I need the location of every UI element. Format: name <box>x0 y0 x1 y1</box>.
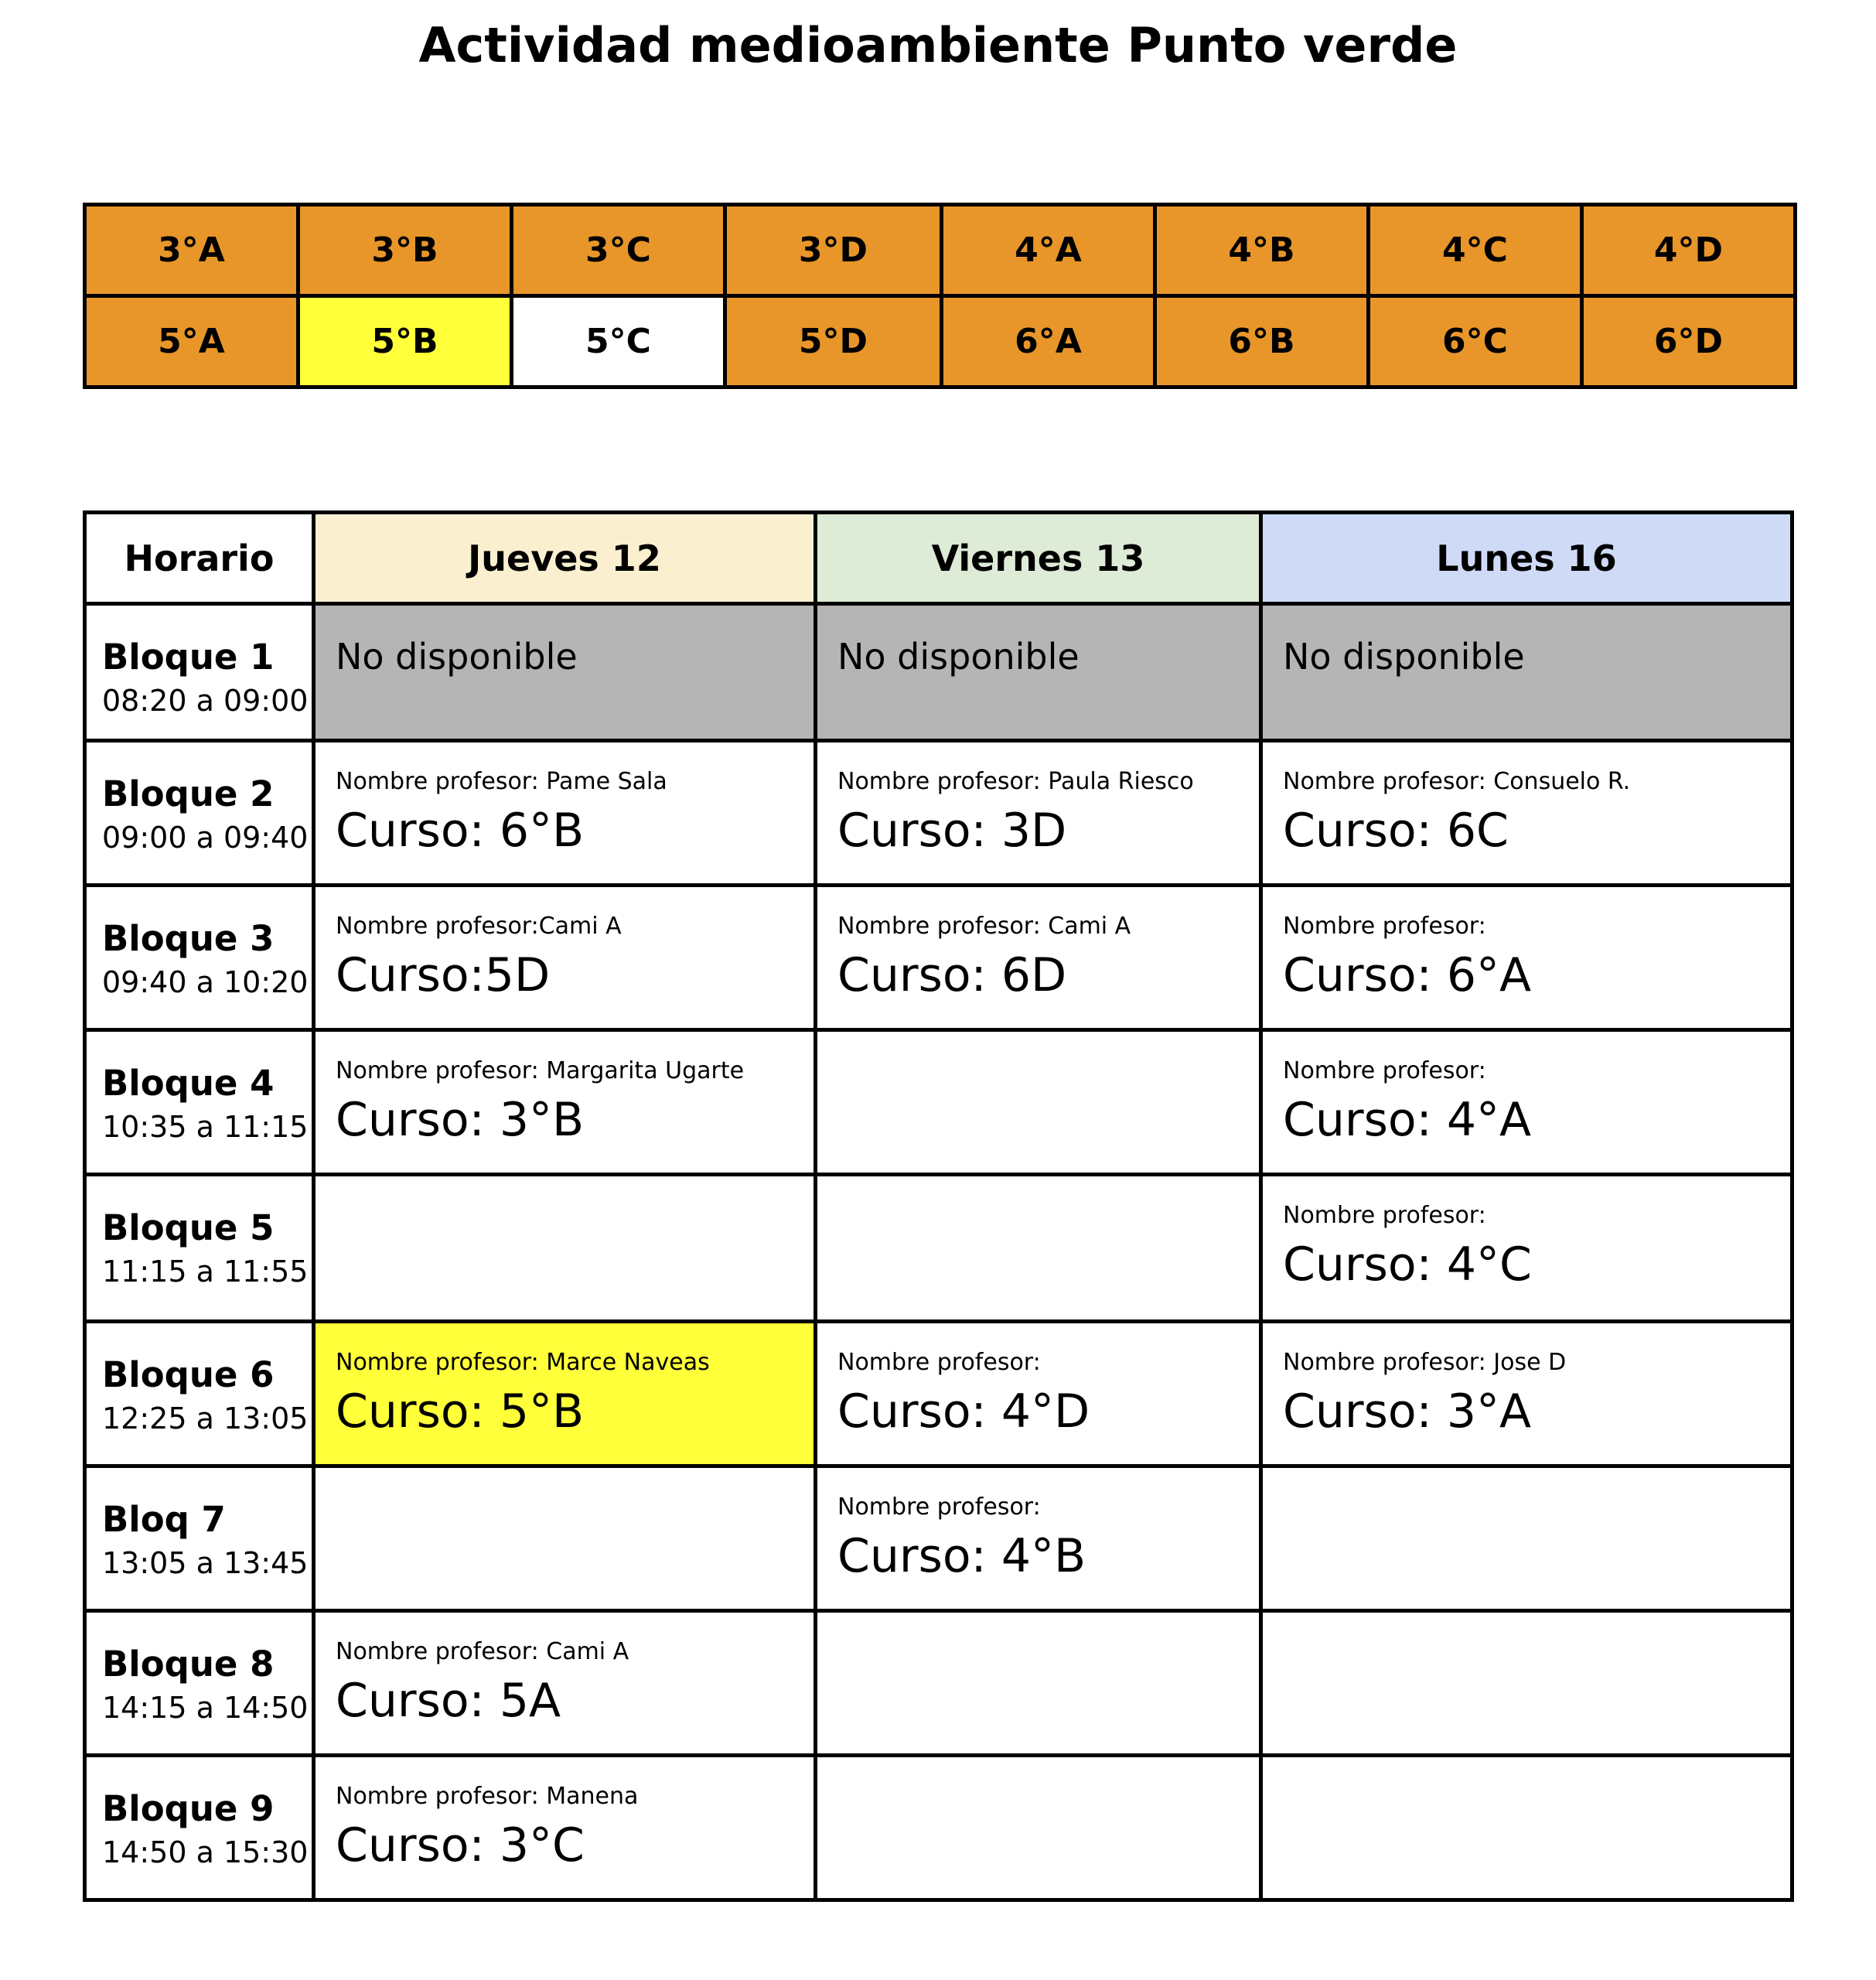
course-cell-5d: 5°D <box>725 296 942 387</box>
slot-cell <box>314 1756 816 1900</box>
course-cell-5b: 5°B <box>298 296 512 387</box>
table-row <box>85 1466 1792 1611</box>
block-time: 08:20 a 09:00 <box>102 684 309 718</box>
slot-not-available <box>1261 604 1792 741</box>
table-row <box>85 1030 1792 1175</box>
course-cell-4d: 4°D <box>1582 205 1796 296</box>
table-row <box>85 604 1792 741</box>
course-cell-6a: 6°A <box>942 296 1155 387</box>
slot-empty <box>816 1175 1261 1322</box>
slot-cell <box>816 741 1261 886</box>
block-time: 14:15 a 14:50 <box>102 1691 309 1725</box>
block-time: 14:50 a 15:30 <box>102 1835 309 1869</box>
block-cell <box>85 1611 314 1756</box>
course-grid <box>83 203 1797 389</box>
teacher-name: Nombre profesor: <box>837 1494 1041 1521</box>
header-jueves: Jueves 12 <box>314 513 816 604</box>
block-time: 09:00 a 09:40 <box>102 821 309 855</box>
slot-empty <box>314 1466 816 1611</box>
block-name: Bloque 4 <box>102 1063 275 1104</box>
slot-empty <box>816 1030 1261 1175</box>
slot-cell-highlighted <box>314 1322 816 1466</box>
block-cell <box>85 604 314 741</box>
teacher-name: Nombre profesor: Paula Riesco <box>837 768 1194 795</box>
slot-cell <box>1261 886 1792 1030</box>
header-horario: Horario <box>85 513 314 604</box>
block-name: Bloq 7 <box>102 1499 226 1540</box>
teacher-name: Nombre profesor: Marce Naveas <box>336 1349 710 1376</box>
block-name: Bloque 8 <box>102 1644 275 1685</box>
block-time: 09:40 a 10:20 <box>102 965 309 999</box>
teacher-name: Nombre profesor: Consuelo R. <box>1283 768 1631 795</box>
slot-cell <box>816 1322 1261 1466</box>
block-cell <box>85 1175 314 1322</box>
course-label: Curso: 3°C <box>336 1818 585 1872</box>
table-row <box>85 1611 1792 1756</box>
teacher-name: Nombre profesor: Cami A <box>336 1638 629 1665</box>
course-label: Curso: 4°C <box>1283 1238 1532 1292</box>
course-label: Curso:5D <box>336 948 551 1002</box>
course-label: Curso: 6C <box>1283 804 1509 858</box>
course-cell-6b: 6°B <box>1155 296 1369 387</box>
block-time: 12:25 a 13:05 <box>102 1401 309 1436</box>
course-cell-5c: 5°C <box>512 296 725 387</box>
block-cell <box>85 1322 314 1466</box>
course-label: Curso: 3D <box>837 804 1067 858</box>
teacher-name: Nombre profesor: Jose D <box>1283 1349 1567 1376</box>
table-row <box>85 741 1792 886</box>
course-cell-6d: 6°D <box>1582 296 1796 387</box>
course-grid-row <box>85 296 1796 387</box>
course-label: Curso: 5A <box>336 1674 561 1728</box>
course-label: Curso: 6°A <box>1283 948 1532 1002</box>
block-name: Bloque 1 <box>102 637 275 678</box>
course-label: Curso: 4°D <box>837 1384 1090 1439</box>
slot-cell <box>1261 1322 1792 1466</box>
slot-empty <box>1261 1611 1792 1756</box>
course-cell-3a: 3°A <box>85 205 298 296</box>
slot-empty <box>1261 1756 1792 1900</box>
teacher-name: Nombre profesor: Margarita Ugarte <box>336 1057 745 1084</box>
slot-cell <box>1261 741 1792 886</box>
slot-empty <box>314 1175 816 1322</box>
schedule-table <box>83 510 1794 1902</box>
course-cell-3c: 3°C <box>512 205 725 296</box>
block-time: 10:35 a 11:15 <box>102 1110 309 1144</box>
page-title: Actividad medioambiente Punto verde <box>418 17 1458 73</box>
teacher-name: Nombre profesor: Manena <box>336 1783 639 1810</box>
course-label: Curso: 4°B <box>837 1529 1086 1583</box>
block-time: 11:15 a 11:55 <box>102 1255 309 1289</box>
not-available-label: No disponible <box>336 636 578 678</box>
course-label: Curso: 6D <box>837 948 1067 1002</box>
block-cell <box>85 1466 314 1611</box>
course-label: Curso: 6°B <box>336 804 585 858</box>
block-cell <box>85 1756 314 1900</box>
slot-cell <box>816 1466 1261 1611</box>
slot-not-available <box>314 604 816 741</box>
not-available-label: No disponible <box>837 636 1080 678</box>
table-row <box>85 1756 1792 1900</box>
course-cell-4c: 4°C <box>1369 205 1582 296</box>
slot-not-available <box>816 604 1261 741</box>
teacher-name: Nombre profesor: <box>1283 1057 1486 1084</box>
course-label: Curso: 4°A <box>1283 1093 1532 1147</box>
course-cell-4b: 4°B <box>1155 205 1369 296</box>
teacher-name: Nombre profesor: Pame Sala <box>336 768 667 795</box>
table-row <box>85 886 1792 1030</box>
course-label: Curso: 5°B <box>336 1384 585 1439</box>
block-name: Bloque 3 <box>102 918 275 959</box>
header-viernes: Viernes 13 <box>816 513 1261 604</box>
slot-cell <box>314 886 816 1030</box>
header-lunes: Lunes 16 <box>1261 513 1792 604</box>
block-name: Bloque 5 <box>102 1207 275 1248</box>
slot-cell <box>1261 1175 1792 1322</box>
block-cell <box>85 886 314 1030</box>
slot-cell <box>1261 1030 1792 1175</box>
course-cell-3d: 3°D <box>725 205 942 296</box>
slot-cell <box>816 886 1261 1030</box>
teacher-name: Nombre profesor: <box>1283 913 1486 940</box>
schedule-header-row <box>85 513 1792 604</box>
teacher-name: Nombre profesor: Cami A <box>837 913 1131 940</box>
block-cell <box>85 741 314 886</box>
course-cell-6c: 6°C <box>1369 296 1582 387</box>
course-label: Curso: 3°B <box>336 1093 585 1147</box>
block-time: 13:05 a 13:45 <box>102 1546 309 1580</box>
teacher-name: Nombre profesor: <box>837 1349 1041 1376</box>
teacher-name: Nombre profesor:Cami A <box>336 913 622 940</box>
course-cell-3b: 3°B <box>298 205 512 296</box>
course-cell-4a: 4°A <box>942 205 1155 296</box>
table-row <box>85 1322 1792 1466</box>
block-name: Bloque 6 <box>102 1354 275 1395</box>
table-row <box>85 1175 1792 1322</box>
not-available-label: No disponible <box>1283 636 1525 678</box>
course-grid-row <box>85 205 1796 296</box>
teacher-name: Nombre profesor: <box>1283 1202 1486 1229</box>
slot-cell <box>314 1030 816 1175</box>
slot-cell <box>314 1611 816 1756</box>
slot-cell <box>314 741 816 886</box>
slot-empty <box>1261 1466 1792 1611</box>
block-cell <box>85 1030 314 1175</box>
block-name: Bloque 2 <box>102 773 275 814</box>
slot-empty <box>816 1756 1261 1900</box>
course-cell-5a: 5°A <box>85 296 298 387</box>
course-label: Curso: 3°A <box>1283 1384 1532 1439</box>
block-name: Bloque 9 <box>102 1788 275 1829</box>
slot-empty <box>816 1611 1261 1756</box>
